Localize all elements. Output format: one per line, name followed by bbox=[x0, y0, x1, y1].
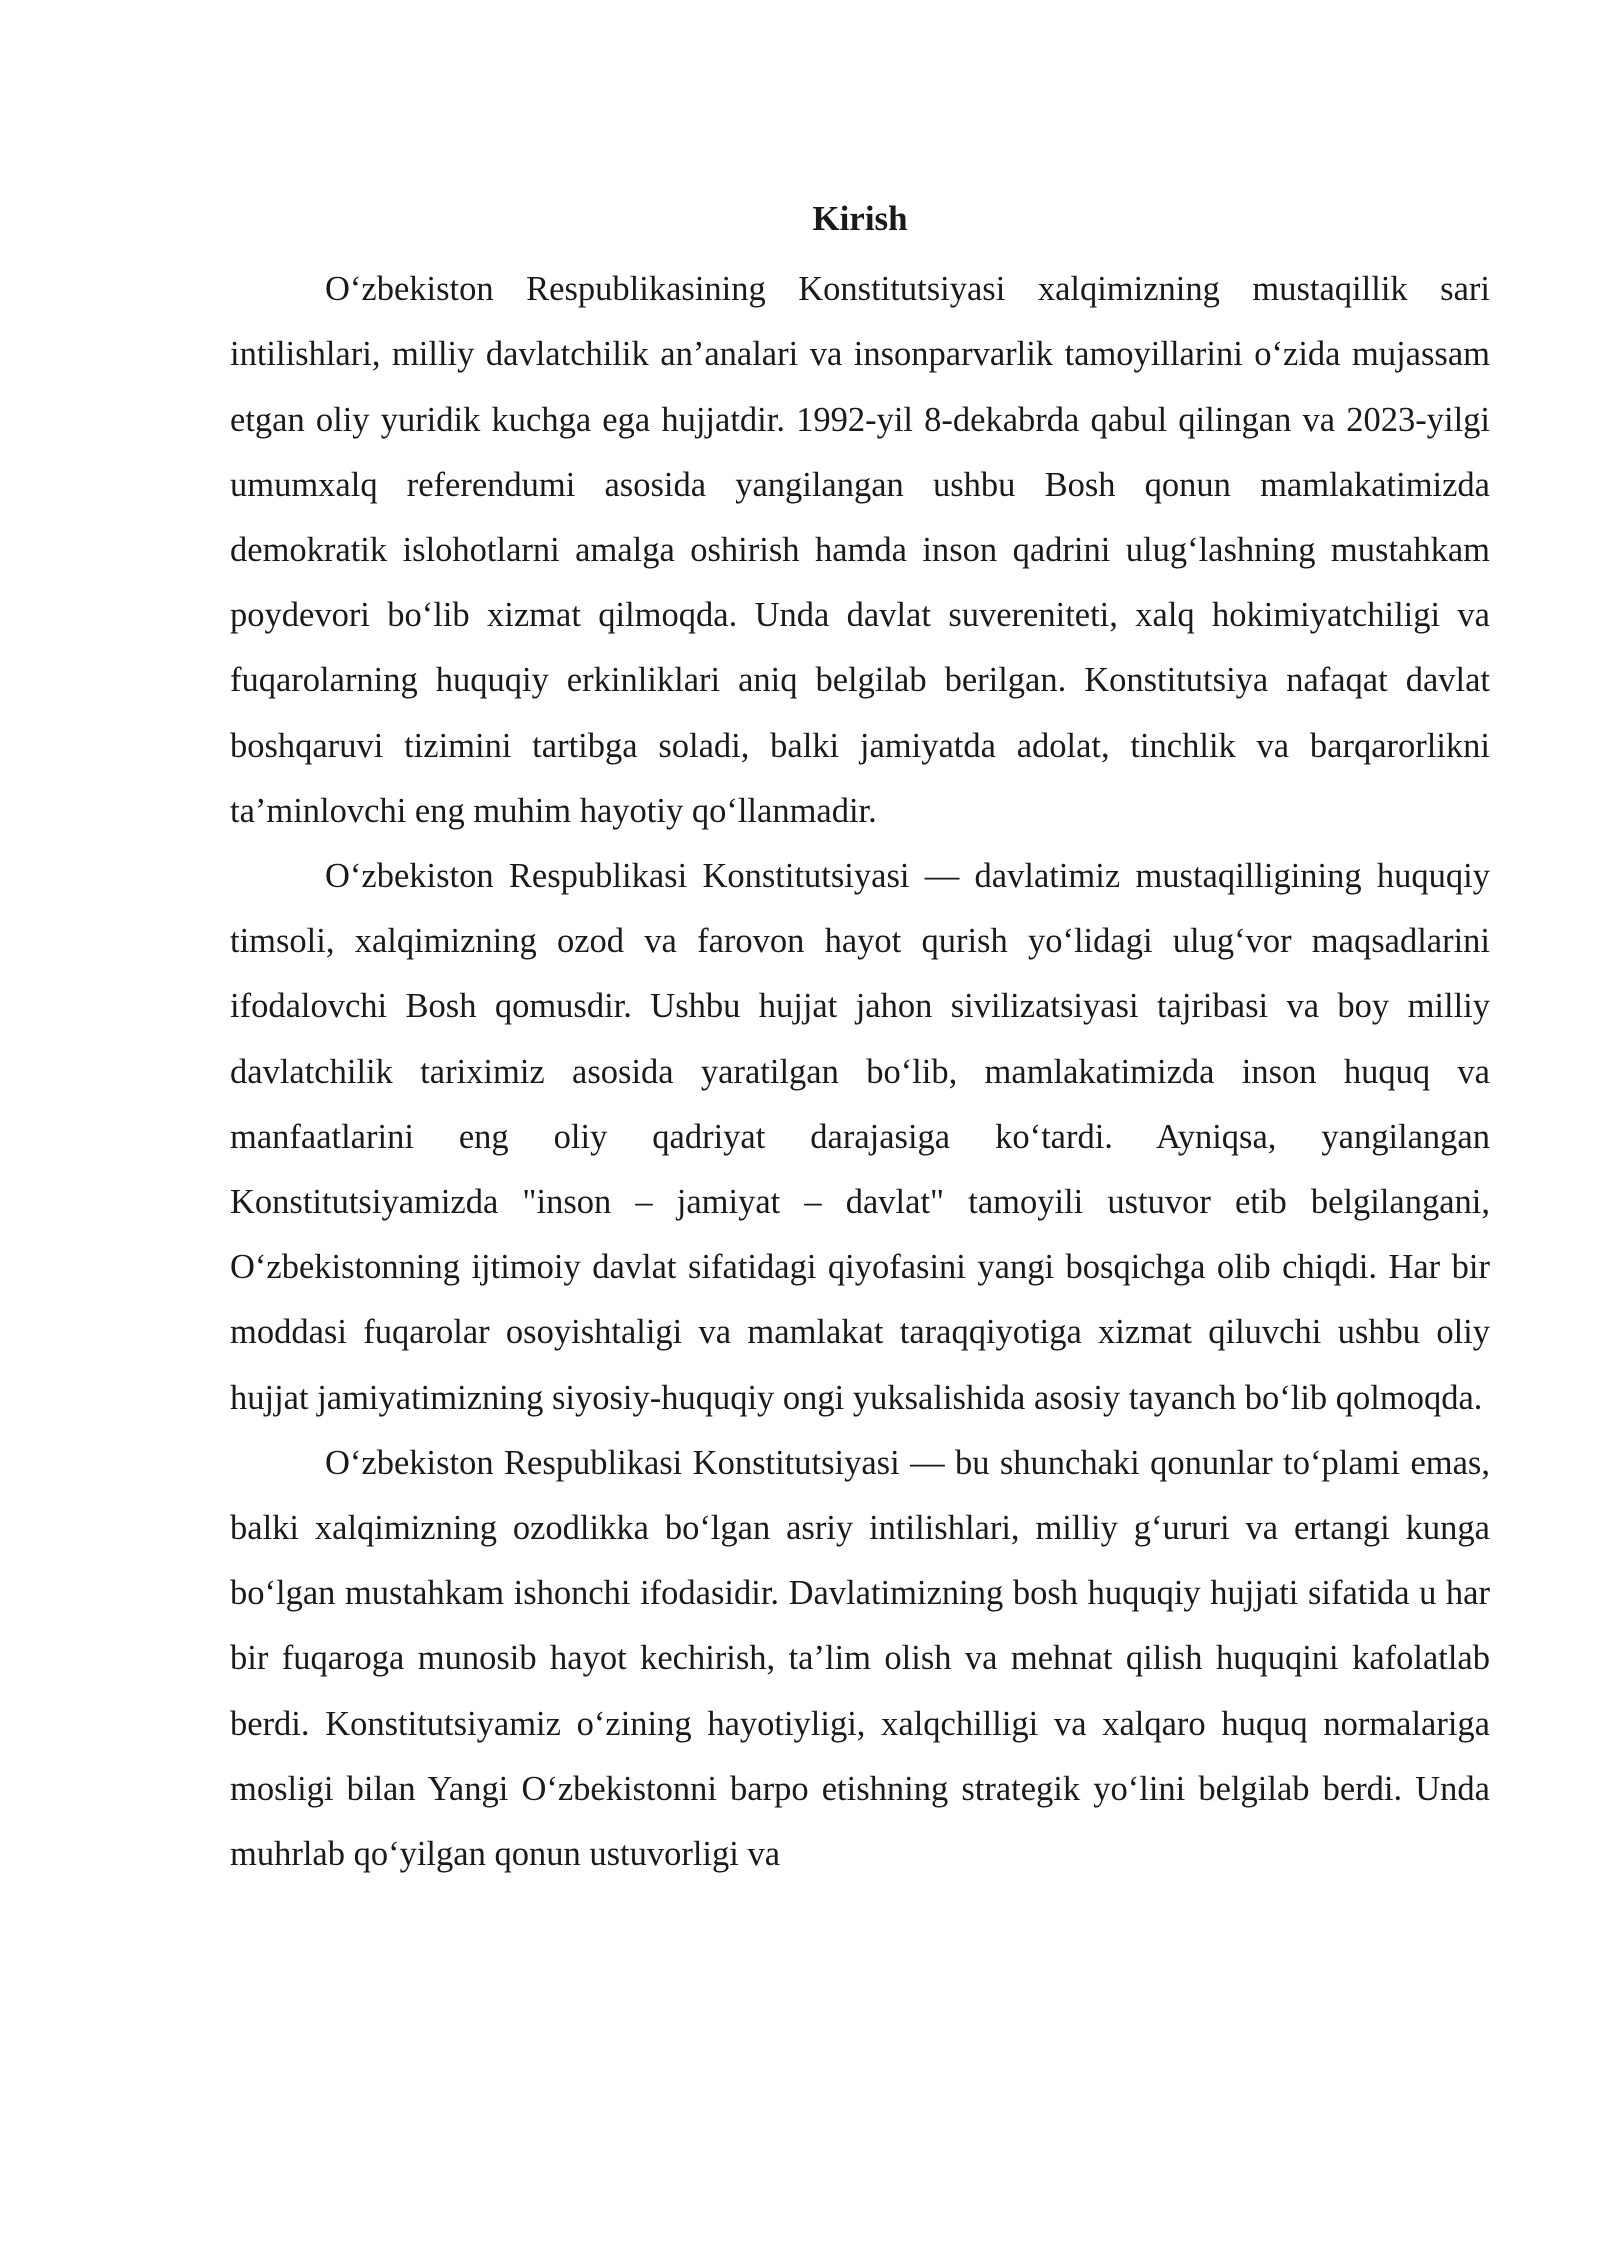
page-title: Kirish bbox=[812, 199, 908, 238]
document-body bbox=[230, 186, 1490, 1887]
paragraph-2: O‘zbekiston Respublikasi Konstitutsiyasi — davlatimiz mustaqilligining huquqiy timsoli, xalqimizning ozod va farovon hayot qurish yo‘lidagi ulug‘vor maqsadlarini ifodalovchi Bosh qomusdir. Ushbu hujjat jahon sivilizatsiyasi tajribasi va boy milliy davlatchilik tariximiz asosida yaratilgan bo‘lib, mamlakatimizda inson huquq va manfaatlarini eng oliy qadriyat darajasiga ko‘tardi. Ayniqsa, yangilangan Konstitutsiyamizda "inson – jamiyat – davlat" tamoyili ustuvor etib belgilangani, O‘zbekistonning ijtimoiy davlat sifatidagi qiyofasini yangi bosqichga olib chiqdi. Har bir moddasi fuqarolar osoyishtaligi va mamlakat taraqqiyotiga xizmat qiluvchi ushbu oliy hujjat jamiyatimizning siyosiy-huquqiy ongi yuksalishida asosiy tayanch bo‘lib qolmoqda. bbox=[230, 857, 1490, 1417]
paragraph-3: O‘zbekiston Respublikasi Konstitutsiyasi — bu shunchaki qonunlar to‘plami emas, balki xalqimizning ozodlikka bo‘lgan asriy intilishlari, milliy g‘ururi va ertangi kunga bo‘lgan mustahkam ishonchi ifodasidir. Davlatimizning bosh huquqiy hujjati sifatida u har bir fuqaroga munosib hayot kechirish, ta’lim olish va mehnat qilish huquqini kafolatlab berdi. Konstitutsiyamiz o‘zining hayotiyligi, xalqchilligi va xalqaro huquq normalariga mosligi bilan Yangi O‘zbekistonni barpo etishning strategik yo‘lini belgilab berdi. Unda muhrlab qo‘yilgan qonun ustuvorligi va bbox=[230, 1443, 1490, 1874]
paragraph-1: O‘zbekiston Respublikasining Konstitutsiyasi xalqimizning mustaqillik sari intilishlari, milliy davlatchilik an’analari va insonparvarlik tamoyillarini o‘zida mujassam etgan oliy yuridik kuchga ega hujjatdir. 1992-yil 8-dekabrda qabul qilingan va 2023-yilgi umumxalq referendumi asosida yangilangan ushbu Bosh qonun mamlakatimizda demokratik islohotlarni amalga oshirish hamda inson qadrini ulug‘lashning mustahkam poydevori bo‘lib xizmat qilmoqda. Unda davlat suvereniteti, xalq hokimiyatchiligi va fuqarolarning huquqiy erkinliklari aniq belgilab berilgan. Konstitutsiya nafaqat davlat boshqaruvi tizimini tartibga soladi, balki jamiyatda adolat, tinchlik va barqarorlikni ta’minlovchi eng muhim hayotiy qo‘llanmadir. bbox=[230, 270, 1490, 830]
